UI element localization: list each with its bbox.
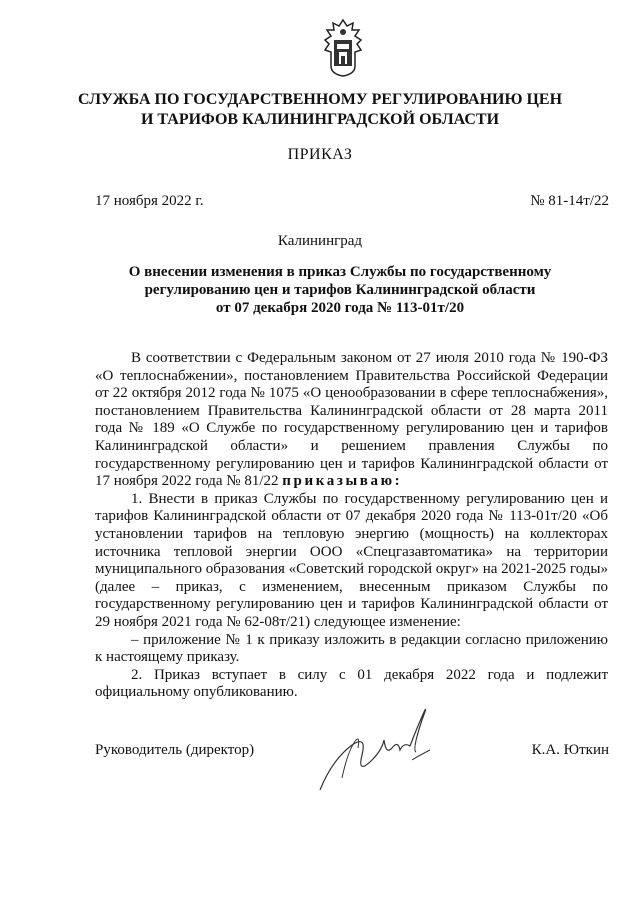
organization-name: [0, 90, 640, 130]
preamble-paragraph: [95, 350, 608, 491]
organization-line-1: СЛУЖБА ПО ГОСУДАРСТВЕННОМУ РЕГУЛИРОВАНИЮ ЦЕН: [77, 91, 563, 108]
document-body: [95, 350, 608, 702]
document-date: 17 ноября 2022 г.: [95, 193, 204, 209]
item-1-sub-paragraph: – приложение № 1 к приказу изложить в редакции согласно приложению к настоящему приказу.: [95, 631, 608, 666]
handwritten-signature: [312, 700, 442, 795]
signatory-name: К.А. Юткин: [531, 742, 609, 758]
document-type: ПРИКАЗ: [287, 146, 353, 163]
orders-word: приказываю:: [282, 473, 403, 490]
item-2-paragraph: 2. Приказ вступает в силу с 01 декабря 2022 года и подлежит официальному опубликованию.: [95, 666, 608, 701]
preamble-text: В соответствии с Федеральным законом от 27 июля 2010 года № 190-ФЗ «О теплоснабжении», постановлением Правительства Российской Федерации от 22 октября 2012 года № 1075 «О ценообразовании в сфере теплоснабжения», постановлением Правительства Калининградской области от 28 марта 2011 года № 189 «О Службе по государственному регулированию цен и тарифов Калининградской области» и решением правления Службы по государственному регулированию цен и тарифов Калининградской области от 17 ноября 2022 года № 81/22: [95, 350, 608, 490]
document-city: Калининград: [277, 233, 363, 249]
document-subject: [80, 263, 600, 317]
subject-line-2: регулированию цен и тарифов Калининградской области: [144, 282, 536, 298]
coat-of-arms-icon: [317, 18, 369, 78]
subject-line-3: от 07 декабря 2020 года № 113-01т/20: [215, 300, 465, 316]
document-number: № 81-14т/22: [530, 193, 609, 209]
item-1-paragraph: 1. Внести в приказ Службы по государственному регулированию цен и тарифов Калининградской области от 07 декабря 2020 года № 113-01т/20 «Об установлении тарифов на тепловую энергию (мощность) на коллекторах источника тепловой энергии ООО «Спецгазавтоматика» на территории муниципального образования «Советский городской округ» на 2021-2025 годы» (далее – приказ, с изменением, внесенным приказом Службы по государственному регулированию цен и тарифов Калининградской области от 29 ноября 2021 года № 62-08т/21) следующее изменение:: [95, 490, 608, 630]
organization-line-2: И ТАРИФОВ КАЛИНИНГРАДСКОЙ ОБЛАСТИ: [140, 111, 500, 128]
subject-line-1: О внесении изменения в приказ Службы по государственному: [128, 264, 552, 280]
signatory-role: Руководитель (директор): [95, 742, 255, 758]
